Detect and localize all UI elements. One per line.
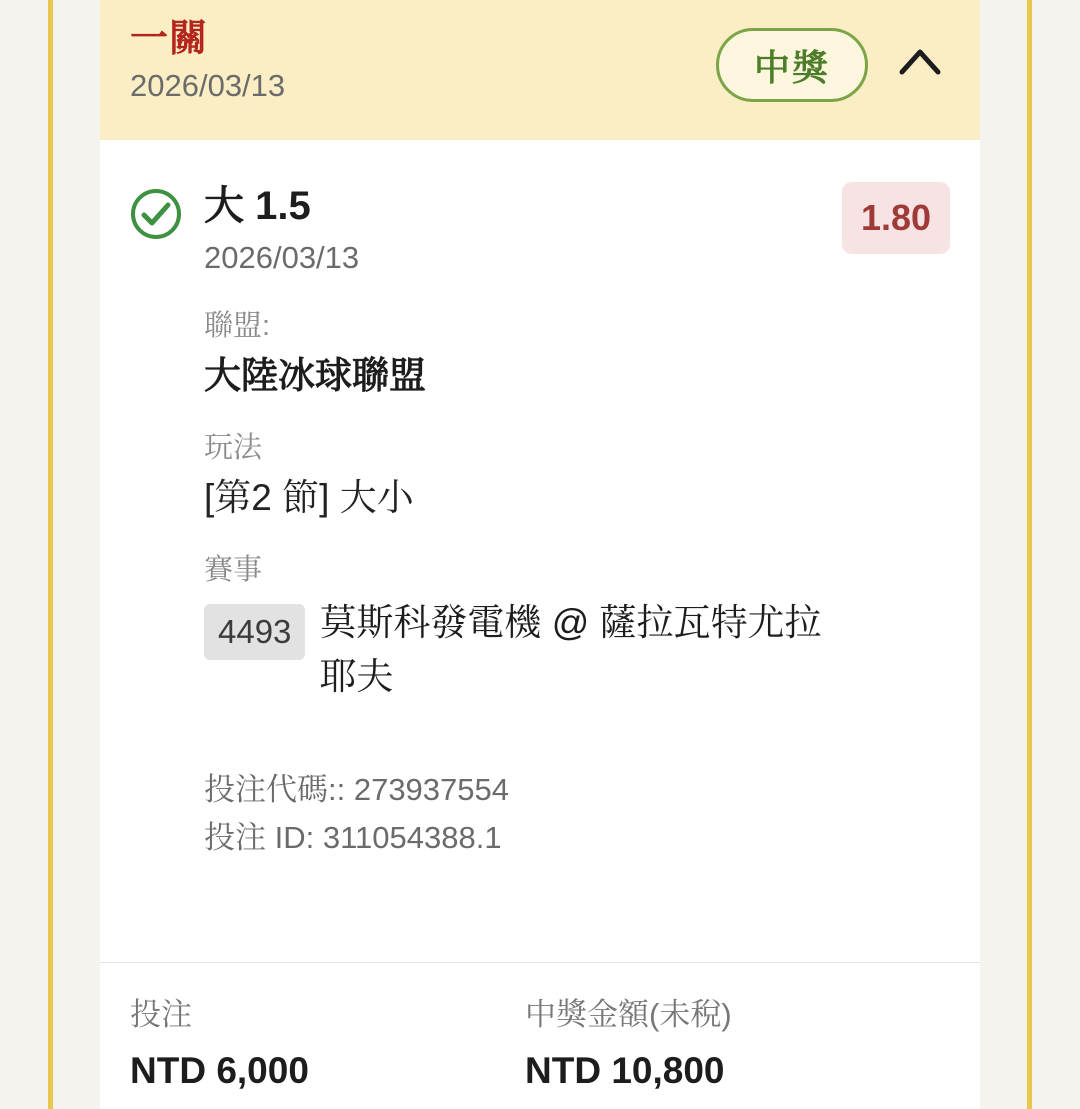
check-circle-icon xyxy=(130,188,182,240)
chevron-up-icon[interactable] xyxy=(892,36,948,92)
bet-selection-main xyxy=(204,182,950,280)
event-field xyxy=(204,550,950,704)
market-field xyxy=(204,428,950,524)
right-rail xyxy=(1027,0,1032,1109)
league-label: 聯盟: xyxy=(204,310,271,342)
payout-column xyxy=(525,993,950,1099)
totals-divider xyxy=(100,962,980,963)
stake-column xyxy=(130,993,525,1099)
match-row[interactable] xyxy=(204,596,950,704)
stake-value: NTD 6,000 xyxy=(130,1050,309,1091)
bet-type-title: 一關 xyxy=(130,18,209,60)
pick-date: 2026/03/13 xyxy=(204,240,360,275)
payout-value: NTD 10,800 xyxy=(525,1050,725,1091)
pick-label: 大 1.5 xyxy=(204,184,311,228)
bet-codes xyxy=(204,766,950,862)
status-badge: 中獎 xyxy=(716,28,868,102)
match-teams: 莫斯科發電機 @ 薩拉瓦特尤拉耶夫 xyxy=(319,602,822,697)
bet-slip-card xyxy=(100,0,980,1109)
league-field xyxy=(204,306,950,402)
stake-label: 投注 xyxy=(130,997,192,1032)
bet-code: 投注代碼:: 273937554 xyxy=(204,772,510,807)
market-label: 玩法 xyxy=(204,432,263,464)
market-value: [第2 節] 大小 xyxy=(204,477,414,518)
payout-label: 中獎金額(未稅) xyxy=(525,997,732,1032)
bet-selection-row xyxy=(130,182,950,280)
bet-details xyxy=(100,140,980,862)
league-value: 大陸冰球聯盟 xyxy=(204,355,426,396)
totals-section xyxy=(100,963,980,1099)
bet-header-date: 2026/03/13 xyxy=(130,68,286,103)
left-rail xyxy=(48,0,53,1109)
bet-slip-header[interactable] xyxy=(100,0,980,140)
odds-badge: 1.80 xyxy=(842,182,950,254)
bet-id: 投注 ID: 311054388.1 xyxy=(204,820,502,855)
event-label: 賽事 xyxy=(204,554,263,586)
match-id-badge: 4493 xyxy=(204,604,305,660)
